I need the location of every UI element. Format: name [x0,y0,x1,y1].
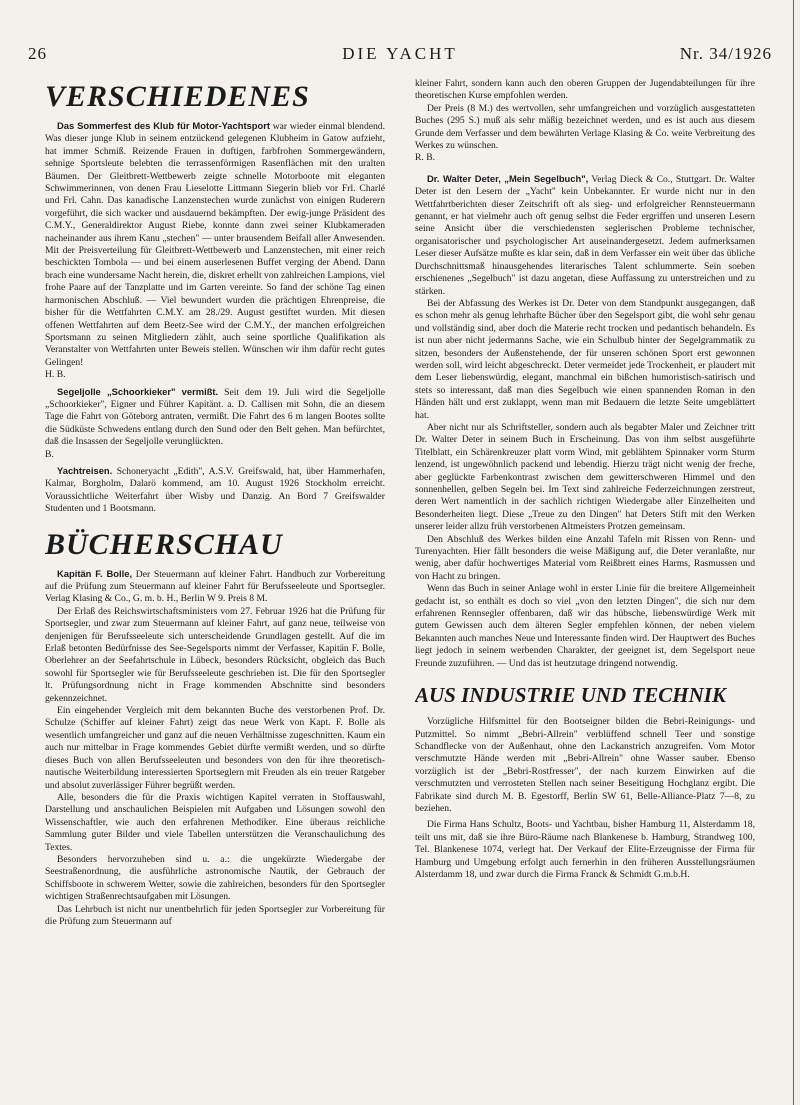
section-title-verschiedenes: VERSCHIEDENES [45,80,310,113]
section-title-buecherschau: BÜCHERSCHAU [45,527,283,561]
review-paragraph: Den Abschluß des Werkes bilden eine Anzahl Tafeln mit Rissen von Renn- und Turenyachten. Hier fällt besonders die weise Mäßigung auf, die Deter veranlaßte, nur wenig, aber dafür hochwertiges Material vom Reißbrett eines Harms, Rasmussen und von Hacht zu bringen. [415,533,755,582]
review-paragraph: Bei der Abfassung des Werkes ist Dr. Deter von dem Standpunkt ausgegangen, daß es schon mehr als genug lehrhafte Bücher über den Segelsport gibt, die wohl sehr genau und vollständig sind, aber doch die Materie recht trocken und pedantisch behandeln. Es ist nun aber nicht jedermanns Sache, wie ein Schulbub hinter der Segelgrammatik zu sitzen, besonders der Außenstehende, der für unseren schönen Sport erst gewonnen werden soll, wird leicht abgeschreckt. Deter vermeidet jede Trockenheit, er plaudert mit dem Leser liebenswürdig, elegant, manchmal ein bißchen humoristisch-satirisch und stets so interessant, daß man dies Segelbuch wie einen spannenden Roman in den Händen hält und erst zuklappt, wenn man mit Bedauern die letzte Seite umgeblättert hat. [415,297,755,421]
review-paragraph: kleiner Fahrt, sondern kann auch den oberen Gruppen der Jugendabteilungen für ihre theoretischen Kurse empfohlen werden. [415,78,755,102]
article-schoorkieker [45,386,385,449]
article-signature: R. B. [415,152,435,164]
article-body: Schoneryacht „Edith", A.S.V. Greifswald, hat, über Hammerhafen, Kalmar, Borgholm, Dalarö kommend, am 10. August 1926 Stockholm erreicht. Voraussichtliche Weiterfahrt über Wisby und Danzig. An Bord 7 Greifswalder Studenten und 1 Bootsmann. [45,465,385,515]
review-paragraph: Alle, besonders die für die Praxis wichtigen Kapitel verraten in Stoffauswahl, Darstellung und anschaulichen Beispielen mit Aufgaben und Lösungen sowohl den Wissenschaftler, wie auch den erfahrenen Methodiker. Eine überaus reichliche Sammlung guter Bilder und viele Tabellen unterstützen die Veranschaulichung des Textes. [45,791,385,853]
page-number: 26 [28,44,47,63]
article-lead: Das Sommerfest des Klub für Motor-Yachtsport [57,120,271,131]
article-body: war wieder einmal blendend. Was dieser junge Klub in seinem entzückend gelegenen Klubheim in Gatow aufzieht, hat immer Schmiß. Reizende Frauen in duftigen, farbfrohen Sommergewändern, sehnige Sportsleute belebten die terrassenförmigen Rasenflächen mit den uralten Bäumen. Der Gleitbrett-Wettbewerb zeigte schnelle Motorboote mit eleganten Schwimmerinnen, von denen Frau Lieselotte Littmann Siegerin blieb vor Frl. Charlé und Frl. Cahn. Das kanadische Lanzenstechen wurde zunächst von einigen Ruderern vorgeführt, die sich wacker und ausdauernd bekämpften. Der ewig-junge Präsident des C.M.Y., Generaldirektor August Riebe, konnte dann zwei seiner Klubkameraden nacheinander aus ihrem Kanu „stechen" — unter brausendem Beifall aller Anwesenden. Mit der Preisverteilung für Gleitbrett-Wettbewerb und Lanzenstechen, mit einer reich beschickten Tombola — und bei einem auserlesenen Buffet verging der Abend. Dann brach eine wundersame Nacht herein, die, diskret erhellt von zahlreichen Lampions, viel frohe Paare auf der Tanzplatte und im Garten vereinte. So fand der schöne Tag einen harmonischen Abschluß. — Viel bewundert wurden die prächtigen Ehrenpreise, die bisher für die Wettfahrten C.M.Y. am 28./29. August gestiftet wurden. Mit diesen offenen Wettfahrten auf dem Beetz-See wird der C.M.Y., der manchen erfolgreichen Sportsmann zu seinen Mitgliedern zählt, auch seine sportliche Qualifikation als Veranstalter von Wettfahrten unter Beweis stellen. Wünschen wir ihm dafür recht gutes Gelingen! [45,121,385,368]
page-header [28,44,772,68]
article-lead: Dr. Walter Deter, „Mein Segelbuch", [427,172,589,184]
review-deter-heading [415,173,755,298]
article-body: Seit dem 19. Juli wird die Segeljolle „Schoorkieker", Eigner und Führer Kapitänt. a. D. Callisen mit Sohn, die an diesem Tage die Fahrt von Göteborg antraten, vermißt. Die Fahrt des 6 m langen Bootes sollte die Südküste Schwedens entlang durch den Sund oder den Belt gehen. Man befürchtet, daß die Insassen der Segeljolle verunglückten. [45,386,385,448]
review-paragraph: Aber nicht nur als Schriftsteller, sondern auch als begabter Maler und Zeichner tritt Dr. Walter Deter in seinem Buch in Erscheinung. Das von ihm selbst ausgeführte Titelblatt, ein Schärenkreuzer platt vorm Wind, mit geblähtem Spinnaker vorm Sturm lenzend, ist ungewöhnlich packend und lebendig. Hierzu trägt nicht wenig der freche, aber geglückte Farbenkontrast zwischen dem gewitterschweren Himmel und den sonnenhellen, gelben Segeln bei. Im Text sind zahlreiche Federzeichnungen zerstreut, deren Wert namentlich in der sachlich richtigen Wiedergabe aller Einzelheiten und Besonderheiten liegt. Diese „Treue zu den Dingen" hat Deters Stift mit den Werken unserer leider allzu früh verstorbenen Altmeisters Protzen gemeinsam. [415,421,755,533]
industry-paragraph: Die Firma Hans Schultz, Boots- und Yachtbau, bisher Hamburg 11, Alsterdamm 18, teilt uns mit, daß sie ihre Büro-Räume nach Blankenese b. Hamburg, Strandweg 100, Tel. Blankenese 1074, verlegt hat. Der Verkauf der Elite-Erzeugnisse der Firma für Hamburg und Umgebung erfolgt auch fernerhin in den früheren Ausstellungsräumen Alsterdamm 18, und zwar durch die Firma Franck & Schmidt G.m.b.H. [415,819,755,880]
article-body: Verlag Dieck & Co., Stuttgart. Dr. Walter Deter ist den Lesern der „Yacht" kein Unbekannter. Er wurde nicht nur in den Wettfahrtberichten dieser Zeitschrift oft als sieg- und erfolgreicher Rennsteuermann genannt, er hat vielmehr auch oft genug selbst die Feder ergriffen und unseren Lesern seine Ansicht über die verschiedensten seglerischen Probleme technischer, organisatorischer und psychologischer Art auseinandergesetzt. Jedem aufmerksamen Leser dieser Aufsätze mußte es klar sein, daß in dem Verfasser ein weit über das übliche Durchschnittsmaß hinausgehendes literarisches Talent schlummerte. Sein soeben erschienenes „Segelbuch" ist dazu angetan, diese Auffassung zu unterstreichen und zu stärken. [415,173,755,297]
article-yachtreisen [45,465,385,516]
right-column [415,78,755,1100]
review-paragraph: Wenn das Buch in seiner Anlage wohl in erster Linie für die breitere Allgemeinheit gedacht ist, so enthält es doch so viel „von den letzten Dingen", die sich nur dem erfahrenen Rennsegler offenbaren, daß wir das hübsche, liebenswürdige Werk mit gutem Gewissen auch dem älteren Segler empfehlen können, der neben vielem Bekannten auch manches Neue und Interessante finden wird. Der Hauptwert des Buches liegt jedoch in seinem werbenden Charakter, der geeignet ist, dem Segelsport neue Freunde zuzuführen. — Und das ist heutzutage dringend notwendig. [415,583,755,669]
article-sommerfest [45,120,385,369]
article-signature: H. B. [45,369,66,381]
magazine-title: DIE YACHT [342,44,458,63]
left-column [45,80,385,1100]
article-body: Der Steuermann auf kleiner Fahrt. Handbuch zur Vorbereitung auf die Prüfung zum Steuermann auf kleiner Fahrt für Berufsseeleute und Sportsegler. Verlag Klasing & Co., G. m. b. H., Berlin W 9. Preis 8 M. [45,568,385,605]
issue-number: Nr. 34/1926 [679,44,772,63]
review-paragraph: Das Lehrbuch ist nicht nur unentbehrlich für jeden Sportsegler zur Vorbereitung für die Prüfung zum Steuermann auf [45,903,385,927]
article-signature: B. [45,448,54,460]
article-lead: Segeljolle „Schoorkieker" vermißt. [57,385,219,397]
article-lead: Yachtreisen. [57,464,113,476]
article-lead: Kapitän F. Bolle, [57,567,133,579]
review-bolle-heading [45,568,385,606]
page-edge-rule [793,0,794,1105]
review-paragraph: Der Erlaß des Reichswirtschaftsministers vom 27. Februar 1926 hat die Prüfung für Sportsegler, und zwar zum Steuermann auf kleiner Fahrt, auf ganz neue, teilweise von denjenigen für Berufsseeleute sich unterscheidende Grundlagen gestellt. Auf die im Erlaß betonten Bedürfnisse des See-Segelsports nimmt der Verfasser, Kapitän F. Bolle, Oberlehrer an der Seefahrtschule in Lübeck, besonders Rücksicht, obgleich das Buch sowohl für Sportsegler wie für Berufsseeleute geschrieben ist. Die für den Sportsegler lt. Prüfungsordnung nicht in Frage kommenden Abschnitte sind besonders gekennzeichnet. [45,605,385,704]
review-paragraph: Der Preis (8 M.) des wertvollen, sehr umfangreichen und vorzüglich ausgestatteten Buches (295 S.) muß als sehr mäßig bezeichnet werden, und es ist auch aus diesem Grunde dem Verfasser und dem bewährten Verlage Klasing & Co. weite Verbreitung des Werkes zu wünschen. [415,102,755,152]
section-title-industrie: AUS INDUSTRIE UND TECHNIK [415,683,726,708]
review-paragraph: Ein eingehender Vergleich mit dem bekannten Buche des verstorbenen Prof. Dr. Schulze (Schiffer auf kleiner Fahrt) zeigt das neue Werk von Kapt. F. Bolle als wesentlich umfangreicher und ganz auf die neuen Verhältnisse zugeschnitten. Kaum ein auch nur mittelbar in Frage kommendes Gebiet dürfte vermißt werden, und so dürfte dieses Buch von allen Berufsseeleuten und besonders von den für ihre theoretisch-nautische Weiterbildung interessierten Sportseglern mit Freuden als ein treuer Ratgeber und absolut zuverlässiger Führer begrüßt werden. [45,705,385,791]
industry-paragraph: Vorzügliche Hilfsmittel für den Bootseigner bilden die Bebri-Reinigungs- und Putzmittel. So nimmt „Bebri-Allrein" verblüffend schnell Teer und sonstige Schandflecke von der Außenhaut, ohne den Lackanstrich anzugreifen. Vom Motor verschmutzte Hände werden mit „Bebri-Allrein" ohne Wasser sauber. Ebenso vorzüglich ist der „Bebri-Rostfresser", der nach kurzem Einwirken auf die verschmutzten und verrosteten Stellen nach seiner Beseitigung Hochglanz ergibt. Die Fabrikate sind durch M. B. Egestorff, Berlin SW 61, Belle-Alliance-Platz 7—8, zu beziehen. [415,716,755,814]
review-paragraph: Besonders hervorzuheben sind u. a.: die ungekürzte Wiedergabe der Seestraßenordnung, die ausführliche astronomische Nautik, der Gebrauch der Schiffsboote in schwerem Wetter, sowie die zahlreichen, besonders für den Sportsegler wichtigen Straßenrechtsaufgaben mit Lösungen. [45,853,385,903]
